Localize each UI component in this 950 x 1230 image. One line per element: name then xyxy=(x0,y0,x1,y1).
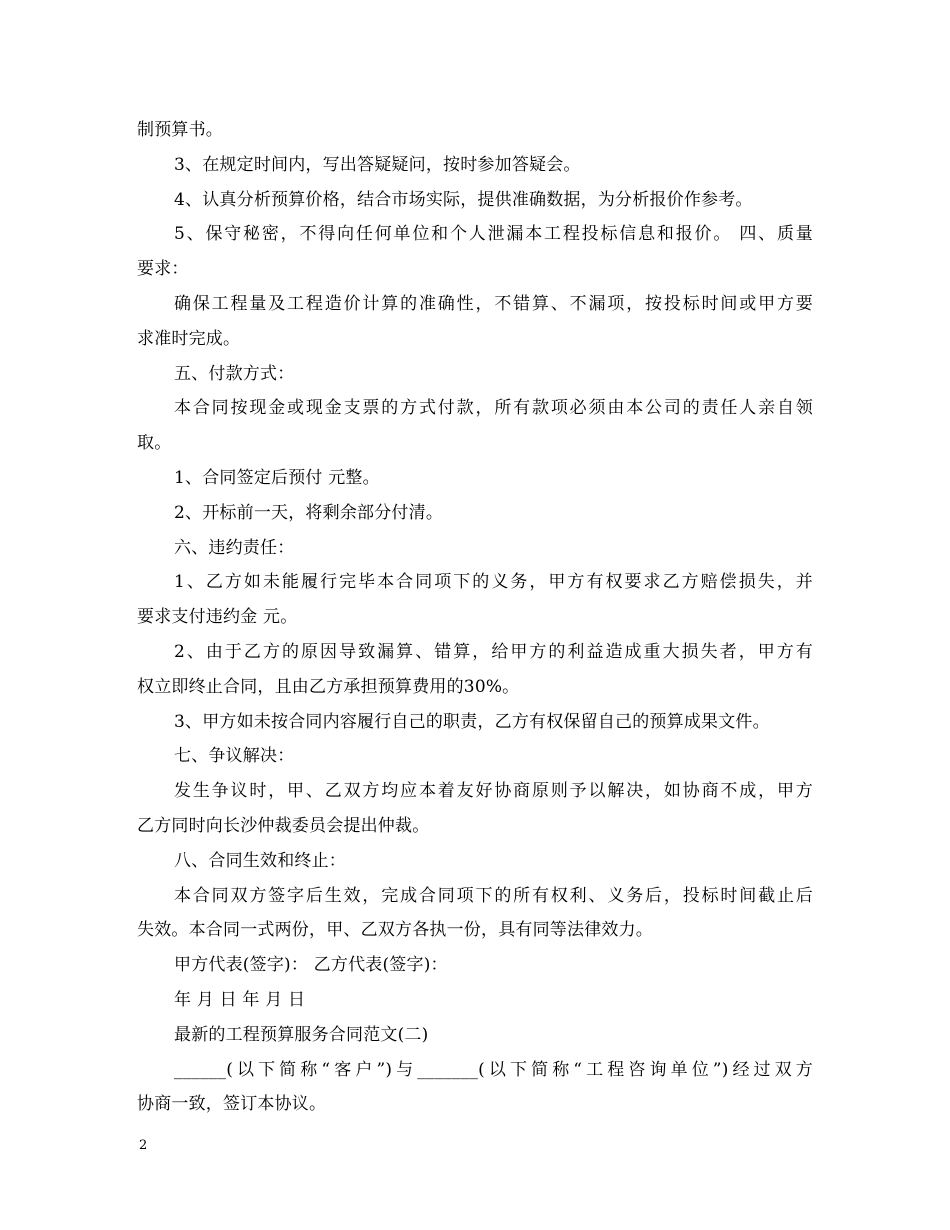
text-line: 5、保守秘密，不得向任何单位和个人泄漏本工程投标信息和报价。 四、质量 xyxy=(174,224,813,245)
page-number: 2 xyxy=(139,1138,148,1153)
text-line: 本合同按现金或现金支票的方式付款，所有款项必须由本公司的责任人亲自领 xyxy=(174,398,813,419)
text-line: 3、甲方如未按合同内容履行自己的职责，乙方有权保留自己的预算成果文件。 xyxy=(174,711,770,732)
text-line: 协商一致，签订本协议。 xyxy=(137,1094,327,1115)
text-line: 2、开标前一天，将剩余部分付清。 xyxy=(174,502,444,523)
text-line: 4、认真分析预算价格，结合市场实际，提供准确数据，为分析报价作参考。 xyxy=(174,189,753,210)
text-line: 制预算书。 xyxy=(137,120,223,140)
text-line: 乙方同时向长沙仲裁委员会提出仲裁。 xyxy=(137,815,430,836)
text-line: ______(以下简称“客户”)与_______(以下简称“工程咨询单位”)经过双方 xyxy=(174,1059,813,1080)
section-heading: 五、付款方式： xyxy=(174,363,295,384)
text-line: 1、合同签定后预付 元整。 xyxy=(174,467,380,488)
section-heading: 六、违约责任： xyxy=(174,537,295,558)
text-line: 要求支付违约金 元。 xyxy=(137,607,298,628)
text-line: 发生争议时，甲、乙双方均应本着友好协商原则予以解决，如协商不成，甲方 xyxy=(174,781,813,802)
text-line: 确保工程量及工程造价计算的准确性，不错算、不漏项，按投标时间或甲方要 xyxy=(174,293,813,314)
text-line: 取。 xyxy=(137,433,172,454)
text-line: 1、乙方如未能履行完毕本合同项下的义务，甲方有权要求乙方赔偿损失，并 xyxy=(174,572,813,593)
text-line: 要求： xyxy=(137,259,189,280)
date-line: 年 月 日 年 月 日 xyxy=(174,989,306,1010)
text-line: 2、由于乙方的原因导致漏算、错算，给甲方的利益造成重大损失者，甲方有 xyxy=(174,641,813,662)
text-line: 3、在规定时间内，写出答疑疑问，按时参加答疑会。 xyxy=(174,154,581,175)
text-line: 权立即终止合同，且由乙方承担预算费用的30%。 xyxy=(137,676,520,697)
document-title: 最新的工程预算服务合同范文(二) xyxy=(174,1024,429,1045)
text-line: 失效。本合同一式两份，甲、乙双方各执一份，具有同等法律效力。 xyxy=(137,920,653,941)
signature-line: 甲方代表(签字)： 乙方代表(签字)： xyxy=(174,955,448,976)
section-heading: 八、合同生效和终止： xyxy=(174,850,346,871)
document-body xyxy=(137,113,813,1122)
text-line: 求准时完成。 xyxy=(137,328,241,349)
section-heading: 七、争议解决： xyxy=(174,746,295,767)
text-line: 本合同双方签字后生效，完成合同项下的所有权利、义务后，投标时间截止后 xyxy=(174,885,813,906)
